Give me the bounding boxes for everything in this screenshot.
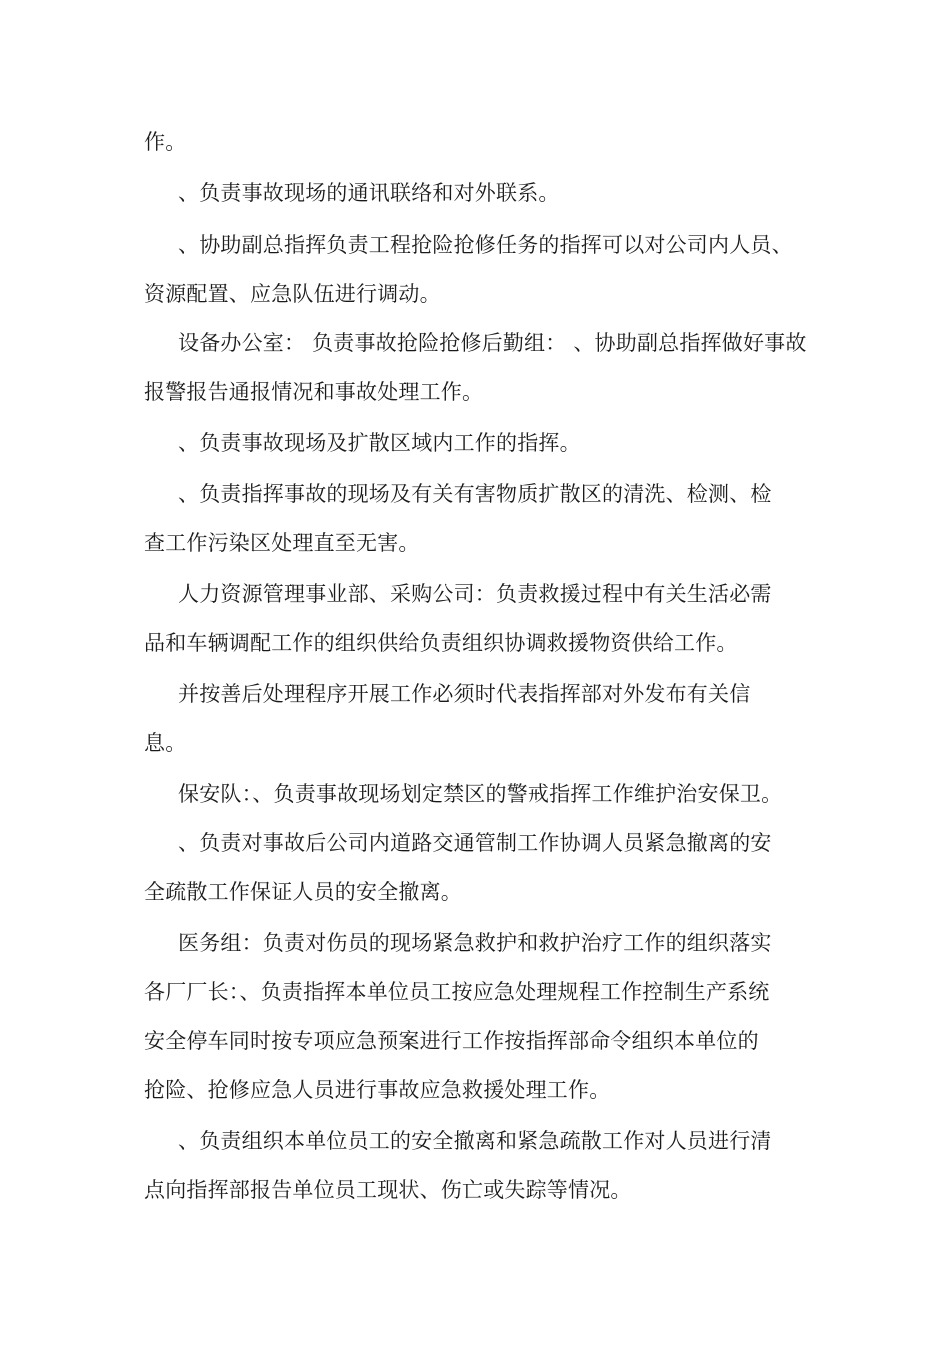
text-line: 作。 [144, 130, 187, 154]
text-line: 息。 [144, 731, 187, 755]
text-line: 点向指挥部报告单位员工现状、伤亡或失踪等情况。 [144, 1178, 632, 1202]
text-line: 、负责事故现场及扩散区域内工作的指挥。 [178, 431, 581, 455]
text-line: 、负责指挥事故的现场及有关有害物质扩散区的清洗、检测、检 [178, 482, 772, 506]
text-line: 安全停车同时按专项应急预案进行工作按指挥部命令组织本单位的 [144, 1029, 759, 1053]
text-line: 各厂厂长：、负责指挥本单位员工按应急处理规程工作控制生产系统 [144, 980, 770, 1004]
text-line: 、负责组织本单位员工的安全撤离和紧急疏散工作对人员进行清 [178, 1129, 772, 1153]
text-line: 、负责对事故后公司内道路交通管制工作协调人员紧急撤离的安 [178, 831, 772, 855]
text-line: 抢险、抢修应急人员进行事故应急救援处理工作。 [144, 1078, 611, 1102]
text-line: 医务组：负责对伤员的现场紧急救护和救护治疗工作的组织落实 [178, 931, 772, 955]
text-line: 资源配置、应急队伍进行调动。 [144, 282, 441, 306]
text-line: 查工作污染区处理直至无害。 [144, 531, 420, 555]
text-line: 品和车辆调配工作的组织供给负责组织协调救援物资供给工作。 [144, 631, 738, 655]
text-line: 并按善后处理程序开展工作必须时代表指挥部对外发布有关信 [178, 682, 751, 706]
text-line: 报警报告通报情况和事故处理工作。 [144, 380, 484, 404]
text-line: 全疏散工作保证人员的安全撤离。 [144, 880, 462, 904]
text-line: 、负责事故现场的通讯联络和对外联系。 [178, 181, 560, 205]
text-line: 保安队：、负责事故现场划定禁区的警戒指挥工作维护治安保卫。 [178, 782, 783, 806]
text-line: 设备办公室： 负责事故抢险抢修后勤组： 、协助副总指挥做好事故 [178, 331, 807, 355]
text-line: 人力资源管理事业部、采购公司：负责救援过程中有关生活必需 [178, 582, 772, 606]
text-line: 、协助副总指挥负责工程抢险抢修任务的指挥可以对公司内人员、 [178, 233, 793, 257]
